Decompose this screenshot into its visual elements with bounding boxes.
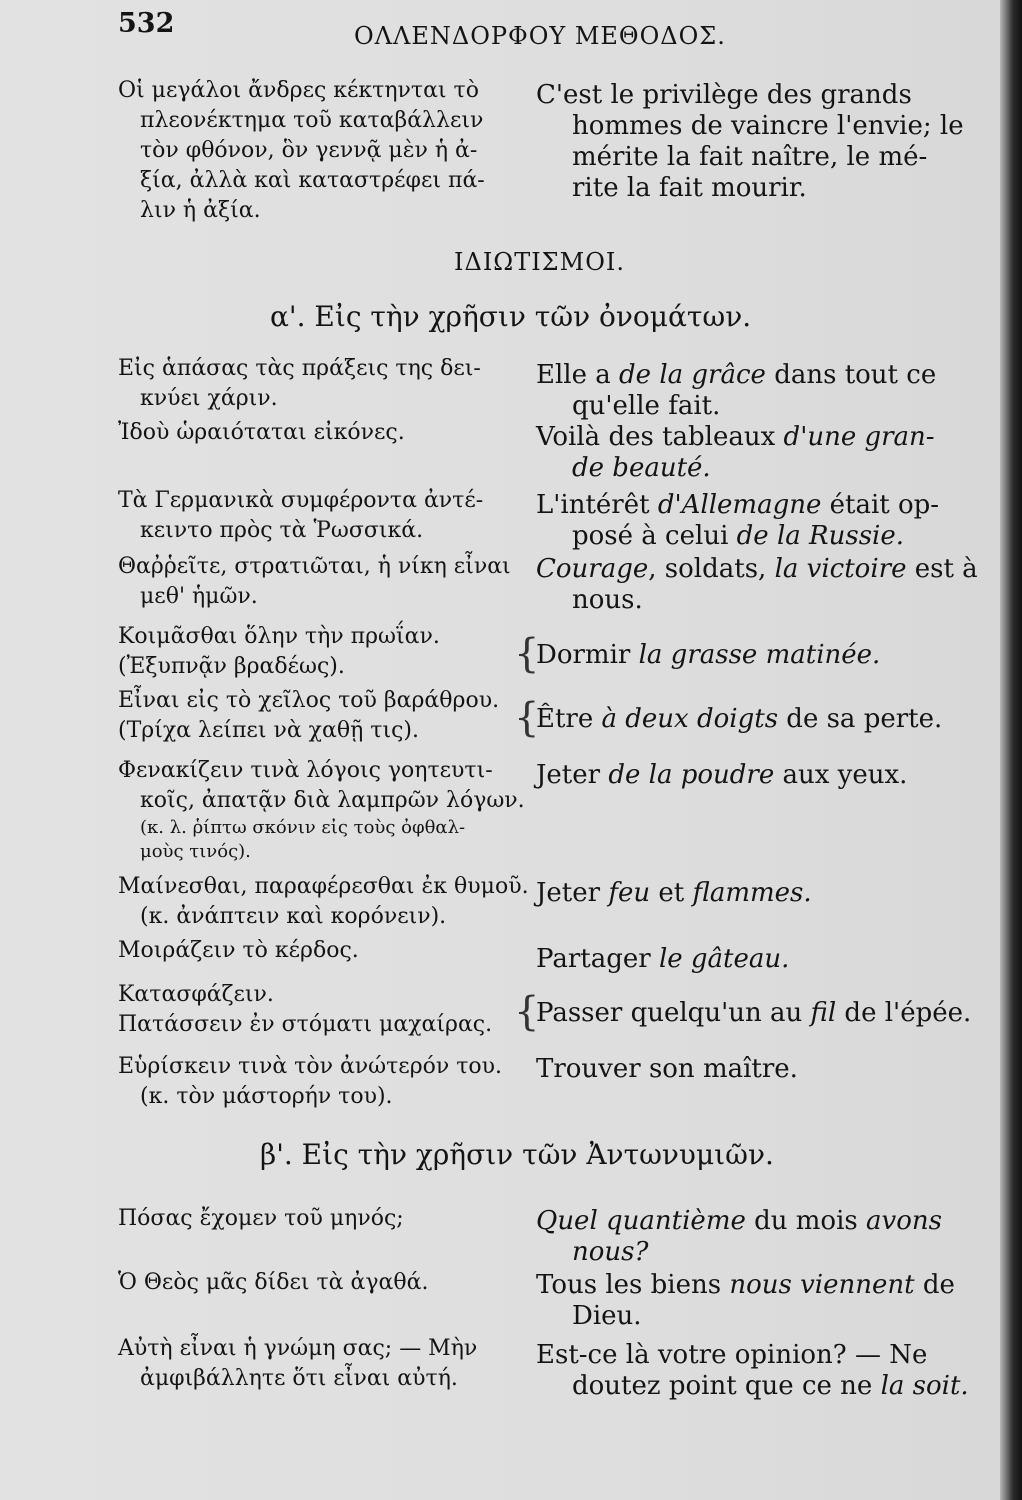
entry-greek: Θαῤῥεῖτε, στρατιῶται, ἡ νίκη εἶναι μεθ' ἡμῶν. <box>118 554 511 609</box>
entry-greek: Κατασφάζειν. Πατάσσειν ἐν στόματι μαχαίρας. <box>118 982 493 1037</box>
entry-french: Elle a de la grâce dans tout ce qu'elle fait. <box>536 360 937 421</box>
entry-french: Tous les biens nous viennent de Dieu. <box>536 1270 955 1331</box>
entry-greek: Ὁ Θεὸς μᾶς δίδει τὰ ἀγαθά. <box>118 1270 429 1295</box>
subsection-a-title: α'. Εἰς τὴν χρῆσιν τῶν ὀνομάτων. <box>270 300 752 333</box>
intro-french: C'est le privilège des grands hommes de vaincre l'envie; le mérite la fait naître, le mé- rite la fait mourir. <box>536 80 964 203</box>
running-title: ΟΛΛΕΝΔΟΡΦΟΥ ΜΕΘΟΔΟΣ. <box>354 22 726 50</box>
entry-french: Dormir la grasse matinée. <box>536 640 881 670</box>
entry-french: Jeter de la poudre aux yeux. <box>536 760 908 790</box>
entry-french: Passer quelqu'un au fil de l'épée. <box>536 998 972 1028</box>
subsection-b-title: β'. Εἰς τὴν χρῆσιν τῶν Ἀντωνυμιῶν. <box>260 1138 774 1171</box>
entry-greek: Φενακίζειν τινὰ λόγοις γοητευτι- κοῖς, ἀπατᾷν διὰ λαμπρῶν λόγων. (κ. λ. ῥίπτω σκόνιν εἰς τοὺς ὀφθαλ- μοὺς τινός). <box>118 758 525 862</box>
entry-french: Voilà des tableaux d'une gran- de beauté. <box>536 422 935 483</box>
intro-greek: Οἱ μεγάλοι ἄνδρες κέκτηνται τὸ πλεονέκτημα τοῦ καταβάλλειν τὸν φθόνον, ὃν γεννᾷ μὲν ἡ ἀ- ξία, ἀλλὰ καὶ καταστρέφει πά- λιν ἡ ἀξία. <box>118 78 485 223</box>
entry-greek: Εὑρίσκειν τινὰ τὸν ἀνώτερόν του. (κ. τὸν μάστορήν του). <box>118 1054 503 1109</box>
entry-french: Partager le gâteau. <box>536 944 790 974</box>
entry-french: L'intérêt d'Allemagne était op- posé à celui de la Russie. <box>536 490 940 551</box>
page-number: 532 <box>118 8 175 39</box>
entry-greek: Πόσας ἔχομεν τοῦ μηνός; <box>118 1206 404 1231</box>
entry-greek: Μοιράζειν τὸ κέρδος. <box>118 938 359 963</box>
section-title: ΙΔΙΩΤΙΣΜΟΙ. <box>454 248 626 276</box>
entry-french: Jeter feu et flammes. <box>536 878 812 908</box>
entry-french: Est-ce là votre opinion? — Ne doutez point que ce ne la soit. <box>536 1340 969 1401</box>
entry-french: Être à deux doigts de sa perte. <box>536 704 943 734</box>
entry-french: Quel quantième du mois avons nous? <box>536 1206 942 1267</box>
entry-greek: Αὐτὴ εἶναι ἡ γνώμη σας; — Μὴν ἀμφιβάλλητε ὅτι εἶναι αὐτή. <box>118 1336 478 1391</box>
entry-greek: Μαίνεσθαι, παραφέρεσθαι ἐκ θυμοῦ. (κ. ἀνάπτειν καὶ κορόνειν). <box>118 874 529 929</box>
entry-french: Trouver son maître. <box>536 1054 798 1084</box>
brace: { <box>514 989 540 1035</box>
book-spine-shadow <box>1000 0 1022 1500</box>
brace: { <box>514 631 540 677</box>
entry-french: Courage, soldats, la victoire est à nous. <box>536 554 978 615</box>
brace: { <box>514 695 540 741</box>
entry-greek: Ἰδοὺ ὡραιόταται εἰκόνες. <box>118 420 405 445</box>
entry-greek: Κοιμᾶσθαι ὅλην τὴν πρωΐαν. (Ἐξυπνᾷν βραδέως). <box>118 624 440 679</box>
entry-greek: Εἰς ἁπάσας τὰς πράξεις της δει- κνύει χάριν. <box>118 356 481 411</box>
entry-greek: Εἶναι εἰς τὸ χεῖλος τοῦ βαράθρου. (Τρίχα λείπει νὰ χαθῇ τις). <box>118 688 500 743</box>
entry-greek: Τὰ Γερμανικὰ συμφέροντα ἀντέ- κειντο πρὸς τὰ Ῥωσσικά. <box>118 488 484 543</box>
